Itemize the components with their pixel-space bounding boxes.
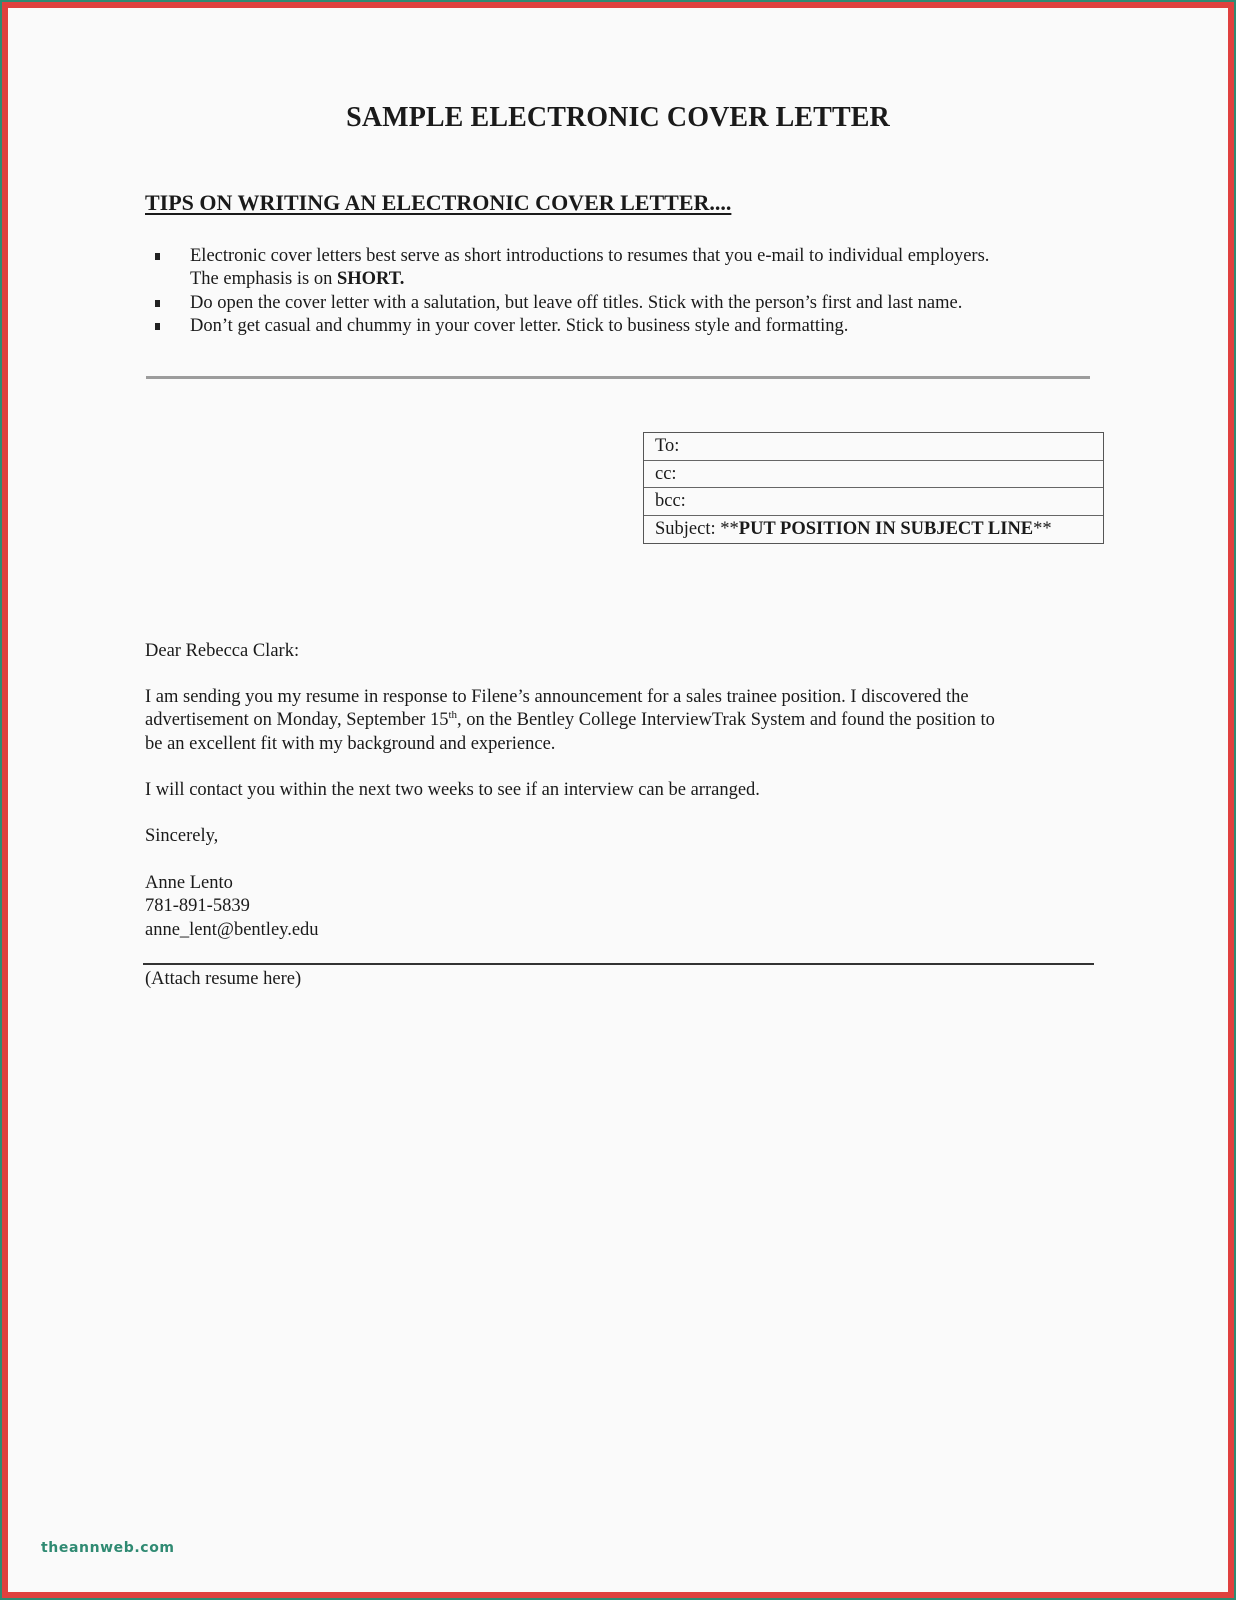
bullet-square-icon bbox=[155, 300, 160, 307]
tips-heading: TIPS ON WRITING AN ELECTRONIC COVER LETTER.... bbox=[145, 190, 732, 215]
tip-item bbox=[155, 245, 989, 292]
signature-phone: 781-891-5839 bbox=[145, 896, 250, 917]
paragraph-1-line-3: be an excellent fit with my background and experience. bbox=[145, 733, 556, 754]
email-to-row bbox=[644, 433, 1103, 461]
to-label: To: bbox=[655, 436, 680, 456]
signature-name: Anne Lento bbox=[145, 873, 233, 893]
email-subject-row bbox=[644, 516, 1103, 544]
bcc-label: bcc: bbox=[655, 491, 686, 511]
tip-text: Electronic cover letters best serve as short introductions to resumes that you e-mail to individual employers. bbox=[190, 246, 990, 266]
tips-list bbox=[155, 245, 989, 339]
tip-item bbox=[155, 292, 989, 315]
email-header-table bbox=[643, 432, 1104, 544]
paragraph-1-line-1: I am sending you my resume in response to Filene’s announcement for a sales trainee position. I discovered the bbox=[145, 687, 969, 707]
tip-item bbox=[155, 315, 989, 338]
ordinal-suffix: th bbox=[448, 709, 458, 722]
closing: Sincerely, bbox=[145, 826, 219, 846]
bullet-square-icon bbox=[155, 253, 160, 260]
paragraph-1-line-2a: advertisement on Monday, September 15 bbox=[145, 710, 449, 731]
email-cc-row bbox=[644, 461, 1103, 489]
cc-label: cc: bbox=[655, 463, 677, 484]
tip-text: Do open the cover letter with a salutation, but leave off titles. Stick with the person’s first and last name. bbox=[190, 292, 963, 313]
bullet-square-icon bbox=[155, 323, 160, 330]
tip-text: Don’t get casual and chummy in your cover letter. Stick to business style and formatting. bbox=[190, 316, 849, 337]
tip-emphasis: SHORT. bbox=[336, 269, 405, 290]
attach-note: (Attach resume here) bbox=[145, 969, 302, 989]
section-divider bbox=[146, 376, 1090, 379]
email-bcc-row bbox=[644, 488, 1103, 516]
subject-value: PUT POSITION IN SUBJECT LINE bbox=[738, 518, 1034, 539]
attachment-separator bbox=[143, 963, 1094, 965]
tip-text-continued: The emphasis is on bbox=[190, 269, 337, 290]
subject-prefix: ** bbox=[720, 518, 739, 539]
letter-paragraph-2: I will contact you within the next two weeks to see if an interview can be arranged. bbox=[145, 780, 760, 800]
paragraph-1-line-2b: , on the Bentley College InterviewTrak System and found the position to bbox=[457, 710, 995, 731]
subject-suffix: ** bbox=[1033, 518, 1052, 539]
salutation: Dear Rebecca Clark: bbox=[145, 641, 300, 661]
letter-paragraph-1 bbox=[145, 686, 995, 756]
signature-email: anne_lent@bentley.edu bbox=[145, 919, 319, 940]
subject-label: Subject: bbox=[655, 518, 721, 539]
document-title: SAMPLE ELECTRONIC COVER LETTER bbox=[346, 102, 890, 133]
watermark: theannweb.com bbox=[41, 1540, 175, 1556]
signature-block bbox=[145, 872, 319, 942]
